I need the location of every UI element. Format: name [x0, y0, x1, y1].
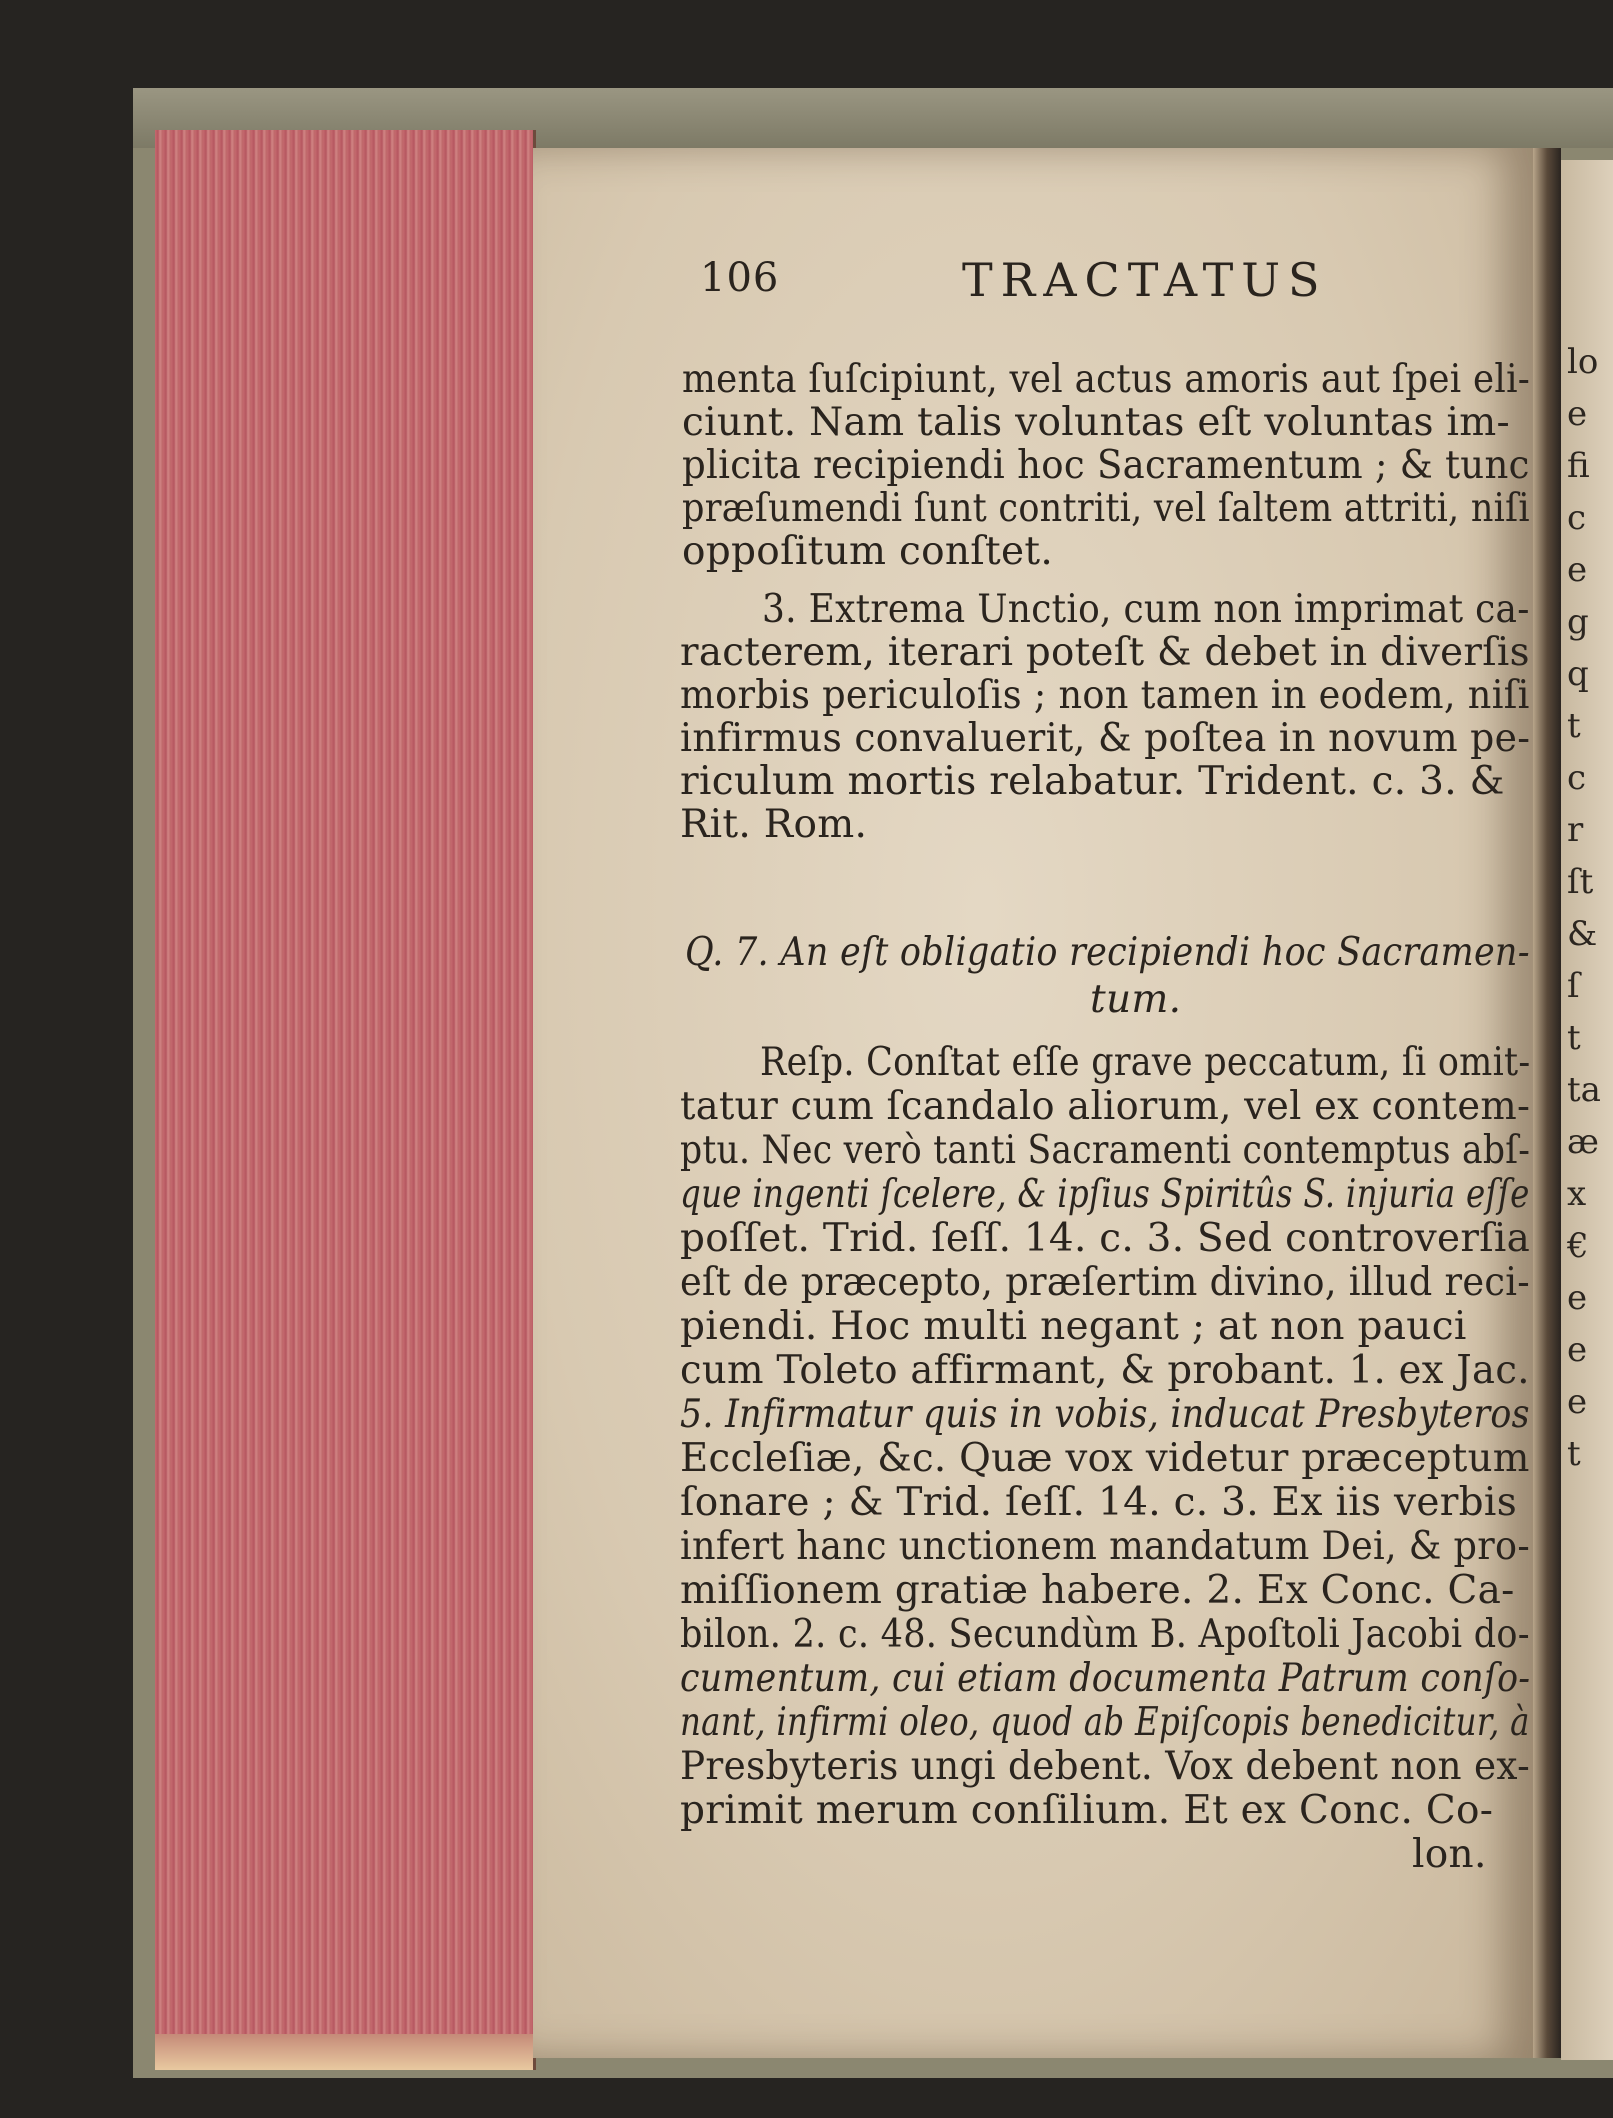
facing-page-fragment: t [1567, 706, 1581, 746]
facing-page-edge [1561, 160, 1613, 2060]
text-line: 3. Extrema Unctio, cum non imprimat ca- [762, 587, 1530, 632]
text-line: lon. [1412, 1832, 1487, 1877]
text-line: Reſp. Conſtat eſſe grave peccatum, ſi omit- [760, 1040, 1531, 1085]
text-line: infirmus convaluerit, & poſtea in novum pe- [680, 716, 1531, 761]
text-line: cumentum, cui etiam documenta Patrum conſo- [680, 1656, 1531, 1701]
facing-page-fragment: c [1567, 498, 1587, 538]
facing-page-fragment: e [1567, 1382, 1588, 1422]
facing-page-fragment: x [1567, 1174, 1587, 1214]
facing-page-fragment: € [1567, 1226, 1589, 1266]
facing-page-fragment: c [1567, 758, 1587, 798]
text-line: primit merum conſilium. Et ex Conc. Co- [680, 1788, 1494, 1833]
facing-page-fragment: g [1567, 602, 1589, 642]
question-line: Q. 7. An eſt obligatio recipiendi hoc Sacramen- [685, 930, 1530, 975]
text-line: bilon. 2. c. 48. Secundùm B. Apoſtoli Jacobi do- [680, 1612, 1530, 1657]
facing-page-fragment: ta [1567, 1070, 1601, 1110]
facing-page-fragment: t [1567, 1018, 1581, 1058]
text-line: tatur cum ſcandalo aliorum, vel ex contem- [680, 1084, 1531, 1129]
text-line: præſumendi ſunt contriti, vel ſaltem attriti, niſi [682, 486, 1530, 531]
page-text [680, 245, 1531, 1877]
facing-page-fragment: fi [1567, 446, 1590, 486]
text-line: ptu. Nec verò tanti Sacramenti contemptus abſ- [680, 1128, 1531, 1173]
text-line: plicita recipiendi hoc Sacramentum ; & tunc [682, 443, 1530, 488]
text-line: nant, infirmi oleo, quod ab Epiſcopis benedicitur, à [680, 1700, 1530, 1745]
facing-page-fragment: e [1567, 1330, 1588, 1370]
text-line: piendi. Hoc multi negant ; at non pauci [680, 1304, 1467, 1349]
page-number: 106 [700, 255, 780, 301]
text-line: menta ſuſcipiunt, vel actus amoris aut ſpei eli- [682, 357, 1531, 402]
text-line: ſonare ; & Trid. ſeſſ. 14. c. 3. Ex iis verbis [680, 1480, 1518, 1525]
facing-page-fragment: e [1567, 550, 1588, 590]
text-line: Eccleſiæ, &c. Quæ vox videtur præceptum [680, 1436, 1530, 1481]
facing-page-fragment: æ [1567, 1122, 1599, 1162]
text-line: 5. Infirmatur quis in vobis, inducat Presbyteros [680, 1392, 1530, 1437]
text-line: ciunt. Nam talis voluntas eſt voluntas im- [682, 400, 1510, 445]
text-line: Rit. Rom. [680, 802, 868, 847]
running-head: TRACTATUS [962, 253, 1328, 307]
facing-page-fragment: r [1567, 810, 1584, 850]
text-line: que ingenti ſcelere, & ipſius Spiritûs S. injuria eſſe [680, 1172, 1530, 1217]
facing-page-fragment: ſ [1567, 966, 1580, 1006]
text-line: miſſionem gratiæ habere. 2. Ex Conc. Ca- [680, 1568, 1515, 1613]
facing-page-fragment: t [1567, 1434, 1581, 1474]
text-line: poſſet. Trid. ſeſſ. 14. c. 3. Sed controverſia [680, 1216, 1531, 1261]
book-gutter [1533, 148, 1561, 2058]
text-line: Presbyteris ungi debent. Vox debent non ex- [680, 1744, 1531, 1789]
text-line: infert hanc unctionem mandatum Dei, & pro- [680, 1524, 1530, 1569]
text-line: cum Toleto affirmant, & probant. 1. ex Jac. [680, 1348, 1530, 1393]
text-line: morbis periculoſis ; non tamen in eodem, niſi [680, 673, 1530, 718]
text-line: eſt de præcepto, præſertim divino, illud reci- [680, 1260, 1530, 1305]
facing-page-fragment: lo [1567, 342, 1599, 382]
text-line: racterem, iterari poteſt & debet in diverſis [680, 630, 1530, 675]
text-line: riculum mortis relabatur. Trident. c. 3. & [680, 759, 1505, 804]
facing-page-fragment: q [1567, 654, 1589, 694]
page-header [700, 245, 1520, 315]
question-line: tum. [1090, 977, 1182, 1022]
facing-page-fragment: & [1567, 914, 1598, 954]
facing-page-fragment: e [1567, 1278, 1588, 1318]
text-line: oppoſitum conſtet. [682, 529, 1054, 574]
facing-page-fragment: e [1567, 394, 1588, 434]
facing-page-fragment: ſt [1567, 862, 1594, 902]
page-fore-edge [155, 130, 536, 2070]
